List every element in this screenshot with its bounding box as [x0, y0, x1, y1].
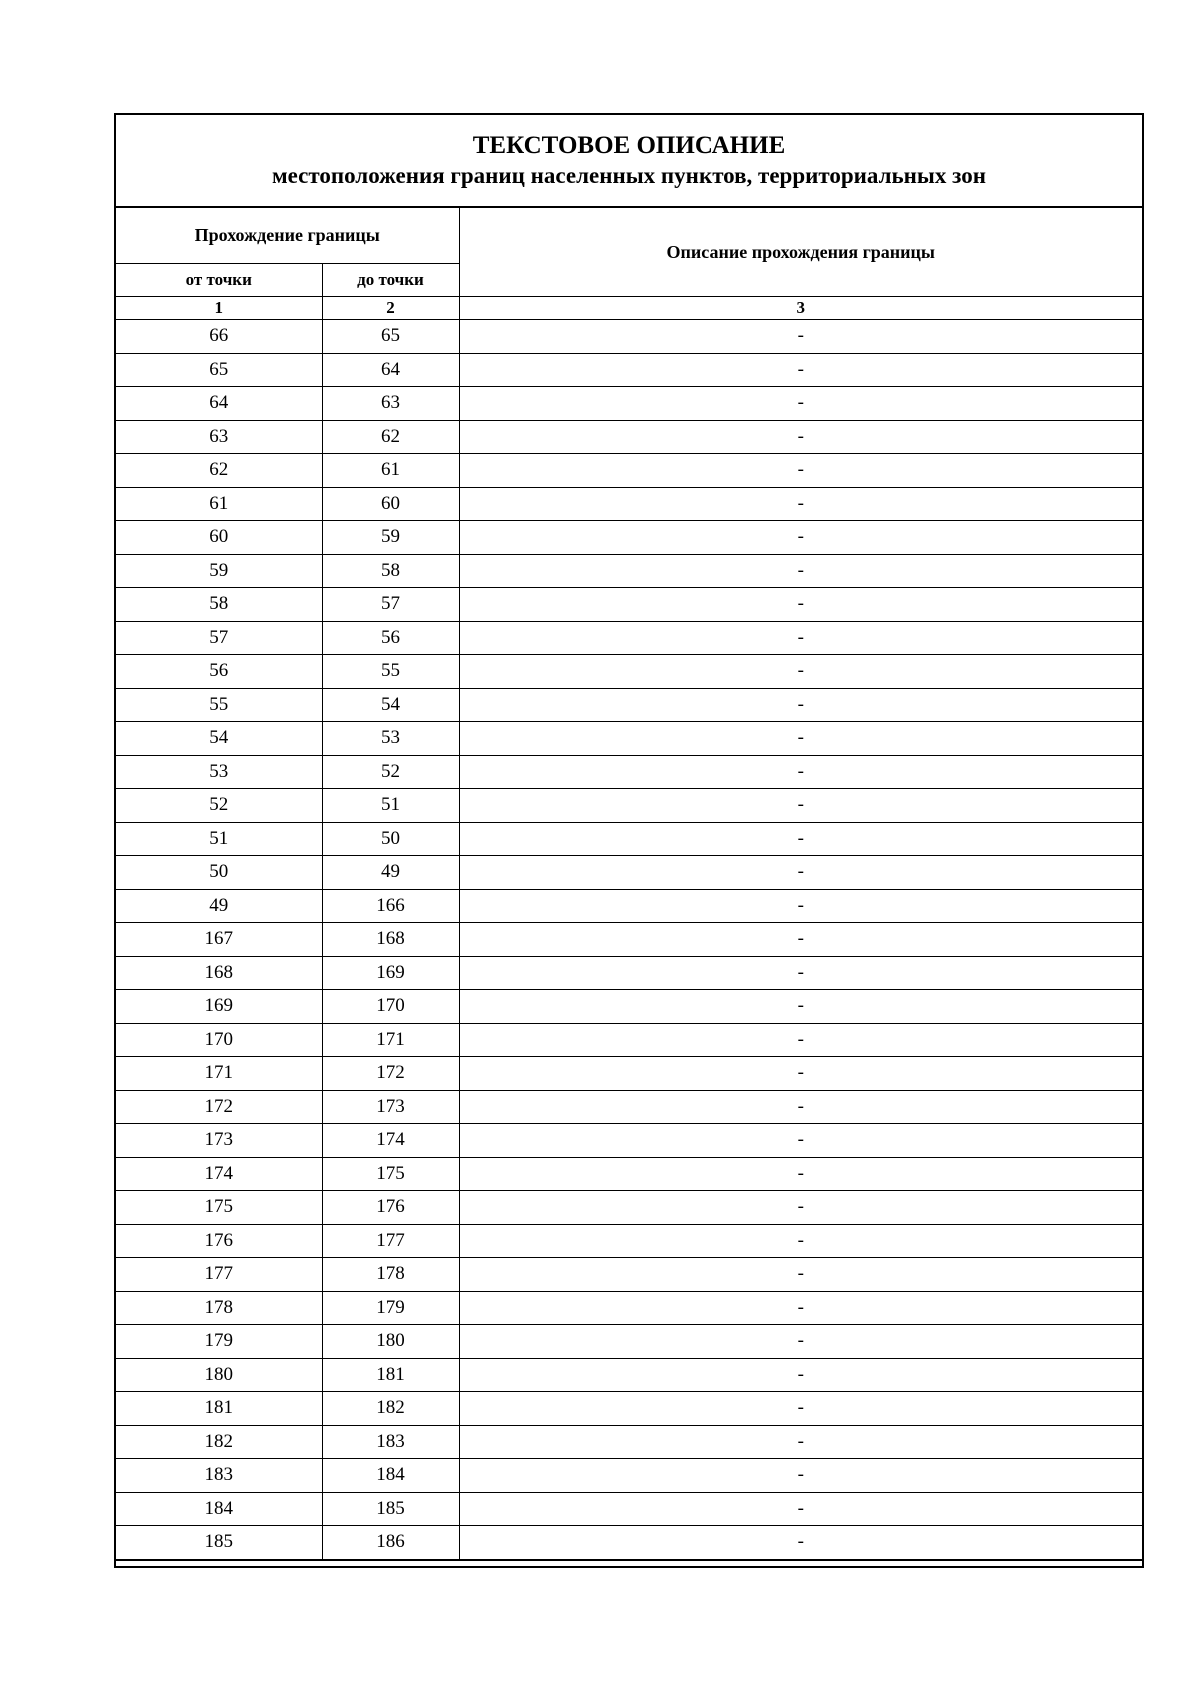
table-body [116, 320, 1142, 1560]
cell-from-point: 64 [116, 387, 322, 421]
table-row [116, 1057, 1142, 1091]
table-row [116, 1425, 1142, 1459]
cell-from-point: 181 [116, 1392, 322, 1426]
cell-description: - [459, 1090, 1142, 1124]
table-row [116, 923, 1142, 957]
cell-to-point: 166 [322, 889, 459, 923]
cell-description: - [459, 1325, 1142, 1359]
table-row [116, 956, 1142, 990]
cell-description: - [459, 454, 1142, 488]
cell-to-point: 168 [322, 923, 459, 957]
cell-to-point: 63 [322, 387, 459, 421]
table-row [116, 889, 1142, 923]
cell-description: - [459, 1258, 1142, 1292]
document-page [114, 113, 1144, 1568]
cell-to-point: 57 [322, 588, 459, 622]
cell-from-point: 50 [116, 856, 322, 890]
cell-description: - [459, 722, 1142, 756]
column-number-2: 2 [322, 297, 459, 320]
cell-description: - [459, 990, 1142, 1024]
table-row [116, 487, 1142, 521]
cell-from-point: 51 [116, 822, 322, 856]
cell-description: - [459, 1224, 1142, 1258]
cell-from-point: 173 [116, 1124, 322, 1158]
cell-from-point: 179 [116, 1325, 322, 1359]
cell-description: - [459, 588, 1142, 622]
cell-description: - [459, 353, 1142, 387]
cell-to-point: 172 [322, 1057, 459, 1091]
table-row [116, 722, 1142, 756]
cell-description: - [459, 1492, 1142, 1526]
cell-from-point: 58 [116, 588, 322, 622]
cell-description: - [459, 1124, 1142, 1158]
cell-to-point: 183 [322, 1425, 459, 1459]
cell-description: - [459, 923, 1142, 957]
cell-description: - [459, 1425, 1142, 1459]
table-row [116, 1358, 1142, 1392]
cell-from-point: 185 [116, 1526, 322, 1560]
table-row [116, 1224, 1142, 1258]
cell-description: - [459, 688, 1142, 722]
cell-from-point: 66 [116, 320, 322, 354]
cell-from-point: 182 [116, 1425, 322, 1459]
column-number-3: 3 [459, 297, 1142, 320]
boundary-table [116, 208, 1142, 1561]
cell-from-point: 54 [116, 722, 322, 756]
cell-to-point: 53 [322, 722, 459, 756]
cell-to-point: 50 [322, 822, 459, 856]
table-row [116, 1492, 1142, 1526]
cell-description: - [459, 822, 1142, 856]
cell-from-point: 175 [116, 1191, 322, 1225]
cell-from-point: 176 [116, 1224, 322, 1258]
cell-from-point: 177 [116, 1258, 322, 1292]
cell-from-point: 60 [116, 521, 322, 555]
cell-description: - [459, 1157, 1142, 1191]
cell-from-point: 49 [116, 889, 322, 923]
table-row [116, 1191, 1142, 1225]
cell-to-point: 181 [322, 1358, 459, 1392]
cell-description: - [459, 956, 1142, 990]
cell-from-point: 59 [116, 554, 322, 588]
table-row [116, 1023, 1142, 1057]
table-row [116, 822, 1142, 856]
table-row [116, 1325, 1142, 1359]
cell-from-point: 183 [116, 1459, 322, 1493]
table-row [116, 454, 1142, 488]
document-title: ТЕКСТОВОЕ ОПИСАНИЕ [472, 131, 786, 159]
cell-to-point: 58 [322, 554, 459, 588]
table-bottom-margin [116, 1561, 1142, 1566]
cell-description: - [459, 1191, 1142, 1225]
table-row [116, 320, 1142, 354]
cell-from-point: 180 [116, 1358, 322, 1392]
cell-from-point: 168 [116, 956, 322, 990]
column-number-1: 1 [116, 297, 322, 320]
table-row [116, 990, 1142, 1024]
cell-from-point: 62 [116, 454, 322, 488]
cell-to-point: 182 [322, 1392, 459, 1426]
cell-to-point: 56 [322, 621, 459, 655]
cell-description: - [459, 554, 1142, 588]
cell-from-point: 171 [116, 1057, 322, 1091]
cell-from-point: 55 [116, 688, 322, 722]
cell-to-point: 178 [322, 1258, 459, 1292]
cell-to-point: 60 [322, 487, 459, 521]
table-row [116, 1459, 1142, 1493]
table-row [116, 1124, 1142, 1158]
cell-to-point: 179 [322, 1291, 459, 1325]
table-row [116, 856, 1142, 890]
cell-description: - [459, 387, 1142, 421]
cell-from-point: 178 [116, 1291, 322, 1325]
cell-to-point: 49 [322, 856, 459, 890]
cell-description: - [459, 856, 1142, 890]
cell-to-point: 61 [322, 454, 459, 488]
cell-description: - [459, 1459, 1142, 1493]
cell-description: - [459, 1358, 1142, 1392]
cell-to-point: 185 [322, 1492, 459, 1526]
cell-to-point: 184 [322, 1459, 459, 1493]
cell-from-point: 169 [116, 990, 322, 1024]
cell-description: - [459, 889, 1142, 923]
header-from-point: от точки [116, 264, 322, 297]
cell-description: - [459, 755, 1142, 789]
cell-from-point: 65 [116, 353, 322, 387]
document-subtitle: местоположения границ населенных пунктов, территориальных зон [272, 162, 986, 188]
cell-from-point: 63 [116, 420, 322, 454]
cell-to-point: 180 [322, 1325, 459, 1359]
cell-from-point: 57 [116, 621, 322, 655]
cell-description: - [459, 1057, 1142, 1091]
cell-to-point: 52 [322, 755, 459, 789]
cell-to-point: 173 [322, 1090, 459, 1124]
cell-to-point: 174 [322, 1124, 459, 1158]
table-row [116, 688, 1142, 722]
cell-to-point: 54 [322, 688, 459, 722]
cell-to-point: 170 [322, 990, 459, 1024]
cell-from-point: 61 [116, 487, 322, 521]
cell-description: - [459, 420, 1142, 454]
cell-description: - [459, 1023, 1142, 1057]
table-row [116, 789, 1142, 823]
table-row [116, 353, 1142, 387]
cell-to-point: 64 [322, 353, 459, 387]
cell-to-point: 55 [322, 655, 459, 689]
cell-to-point: 169 [322, 956, 459, 990]
cell-description: - [459, 621, 1142, 655]
cell-from-point: 184 [116, 1492, 322, 1526]
cell-from-point: 167 [116, 923, 322, 957]
cell-to-point: 186 [322, 1526, 459, 1560]
header-boundary-passage: Прохождение границы [116, 208, 459, 264]
cell-to-point: 177 [322, 1224, 459, 1258]
cell-description: - [459, 1392, 1142, 1426]
table-row [116, 655, 1142, 689]
cell-from-point: 53 [116, 755, 322, 789]
cell-from-point: 174 [116, 1157, 322, 1191]
header-to-point: до точки [322, 264, 459, 297]
table-row [116, 588, 1142, 622]
cell-from-point: 56 [116, 655, 322, 689]
cell-from-point: 172 [116, 1090, 322, 1124]
header-description: Описание прохождения границы [459, 208, 1142, 297]
table-row [116, 1291, 1142, 1325]
table-row [116, 755, 1142, 789]
cell-to-point: 65 [322, 320, 459, 354]
cell-from-point: 52 [116, 789, 322, 823]
cell-to-point: 176 [322, 1191, 459, 1225]
cell-description: - [459, 521, 1142, 555]
cell-from-point: 170 [116, 1023, 322, 1057]
table-row [116, 1258, 1142, 1292]
cell-description: - [459, 789, 1142, 823]
title-block [116, 115, 1142, 208]
table-row [116, 1157, 1142, 1191]
cell-to-point: 59 [322, 521, 459, 555]
cell-description: - [459, 487, 1142, 521]
cell-description: - [459, 320, 1142, 354]
cell-description: - [459, 655, 1142, 689]
table-row [116, 387, 1142, 421]
table-row [116, 621, 1142, 655]
table-row [116, 1526, 1142, 1560]
table-row [116, 554, 1142, 588]
cell-to-point: 51 [322, 789, 459, 823]
cell-description: - [459, 1526, 1142, 1560]
table-row [116, 521, 1142, 555]
table-row [116, 420, 1142, 454]
table-row [116, 1392, 1142, 1426]
cell-to-point: 62 [322, 420, 459, 454]
cell-to-point: 175 [322, 1157, 459, 1191]
cell-description: - [459, 1291, 1142, 1325]
table-row [116, 1090, 1142, 1124]
cell-to-point: 171 [322, 1023, 459, 1057]
